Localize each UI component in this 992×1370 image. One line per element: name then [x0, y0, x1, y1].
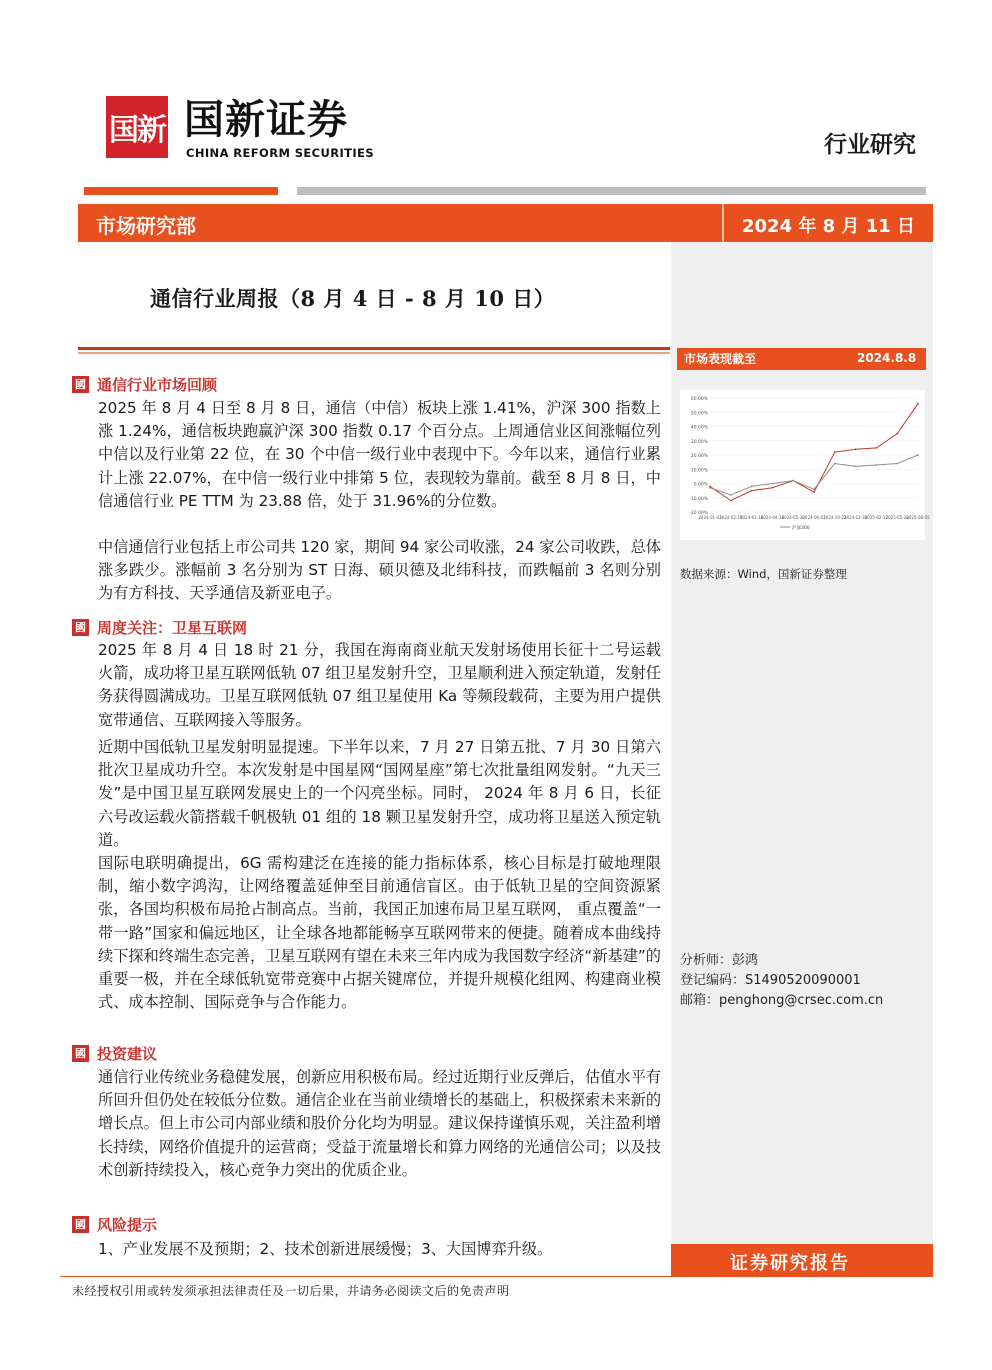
report-tag: 证券研究报告: [730, 1253, 850, 1274]
chart-svg: [680, 390, 930, 540]
chart-tick-label: -20.00%: [689, 511, 708, 516]
chart-point: [792, 480, 794, 482]
chart-tick-label: 0.00%: [693, 482, 708, 488]
report-title: 通信行业周报（8 月 4 日 - 8 月 10 日）: [150, 286, 556, 311]
logo-glyph: 国新: [109, 113, 165, 148]
analyst-email: 邮箱：penghong@crsec.com.cn: [680, 993, 884, 1008]
department-divider: [722, 204, 724, 242]
footer-rule: [60, 1276, 933, 1277]
chart-tick-label: 2024-03-18: [739, 515, 764, 520]
paragraph: 近期中国低轨卫星发射明显提速。下半年以来，7 月 27 日第五批、7 月 30 日第六批次卫星成功升空。本次发射是中国星网“国网星座”第七次批量组网发射。“九天三发”是中国卫星互联网发展史上的一个闪亮坐标。同时， 2024 年 8 月 6 日，长征六号改运载火箭搭载千帆极轨 01 组的 18 颗卫星发射升空，成功将卫星送入预定轨道。: [98, 738, 661, 849]
analyst-registration: 登记编码：S1490520090001: [680, 973, 861, 988]
chart-tick-label: 60.00%: [690, 397, 708, 402]
chart-legend-label: 沪深300: [792, 526, 810, 531]
chart-tick-label: 50.00%: [690, 411, 708, 417]
disclaimer: 未经授权引用或转发须承担法律责任及一切后果，并请务必阅读文后的免责声明: [72, 1284, 510, 1298]
chart-point: [813, 488, 815, 490]
paragraph: 2025 年 8 月 4 日 18 时 21 分，我国在海南商业航天发射场使用长征十二号运载火箭，成功将卫星互联网低轨 07 组卫星发射升空，卫星顺利进入预定轨道，发射任务获得圆满成功。卫星互联网低轨 07 组卫星使用 Ka 等频段载荷，主要为用户提供宽带通信、互联网接入等服务。: [98, 641, 661, 729]
chart-point: [730, 494, 732, 496]
chart-point: [896, 433, 898, 435]
analyst-name: 分析师：彭鸿: [680, 953, 759, 968]
chart-tick-label: 2024-02-19: [719, 515, 743, 520]
chart-point: [751, 490, 753, 492]
chart-tick-label: 2025-02-17: [864, 515, 889, 520]
chart-header-label: 市场表现截至: [684, 352, 757, 366]
paragraph: 中信通信行业包括上市公司共 120 家，期间 94 家公司收涨，24 家公司收跌，总体涨多跌少。涨幅前 3 名分别为 ST 日海、硕贝德及北纬科技，而跌幅前 3 名则分别为有方科技、天孚通信及新亚电子。: [98, 538, 661, 603]
section-header-risk: [72, 1214, 157, 1235]
paragraph: 通信行业传统业务稳健发展，创新应用积极布局。经过近期行业反弹后，估值水平有所回升但仍处在较低分位数。通信企业在当前业绩增长的基础上，积极探索未来新的增长点。但上市公司内部业绩和股价分化均为明显。建议保持谨慎乐观，关注盈利增长持续，网络价值提升的运营商；受益于流量增长和算力网络的光通信公司；以及技术创新持续投入，核心竞争力突出的优质企业。: [98, 1068, 661, 1179]
chart-point: [709, 487, 711, 489]
company-name-en: CHINA REFORM SECURITIES: [186, 146, 375, 160]
chart-tick-label: 2025-05-28: [885, 515, 909, 520]
chart-point: [917, 403, 919, 405]
chart-point: [834, 451, 836, 453]
chart-point: [917, 454, 919, 456]
section-header-market-review: [72, 374, 217, 395]
chart-point: [834, 463, 836, 465]
chart-tick-label: 2024-05-30: [781, 515, 805, 520]
chart-series-line: [710, 404, 918, 501]
chart-source: 数据来源：Wind，国新证券整理: [680, 567, 847, 581]
header-rule-right: [297, 187, 926, 195]
chart-tick-label: 10.00%: [690, 468, 708, 474]
section-title: 周度关注：卫星互联网: [97, 619, 248, 637]
chart-tick-label: 2025-08-05: [906, 515, 930, 520]
chart-point: [730, 500, 732, 502]
company-logo: [106, 96, 168, 158]
chart-tick-label: 20.00%: [690, 454, 708, 459]
section-icon: 國: [72, 1216, 89, 1233]
chart-point: [751, 485, 753, 487]
chart-point: [772, 487, 774, 489]
company-name-cn: 国新证券: [184, 97, 348, 143]
section-icon: 國: [72, 1045, 89, 1062]
chart-point: [855, 466, 857, 468]
section-icon: 國: [72, 376, 89, 393]
chart-tick-label: 2024-06-07: [802, 515, 826, 520]
title-rule: [78, 347, 670, 350]
section-header-weekly-focus: [72, 617, 247, 638]
department-name: 市场研究部: [96, 214, 196, 238]
chart-point: [813, 491, 815, 493]
chart-point: [772, 483, 774, 485]
section-icon: 國: [72, 619, 89, 636]
paragraph: 1、产业发展不及预期；2、技术创新进展缓慢；3、大国博弈升级。: [98, 1240, 553, 1258]
paragraph: 2025 年 8 月 4 日至 8 月 8 日，通信（中信）板块上涨 1.41%，沪深 300 指数上涨 1.24%，通信板块跑赢沪深 300 指数 0.17 个百分点。上周通信业区间涨幅位列中信以及行业第 22 位，在 30 个中信一级行业中表现中下。今年以来，通信行业累计上涨 22.07%，在中信一级行业中排第 5 位，表现较为靠前。截至 8 月 8 日，中信通信行业 PE TTM 为 23.88 倍，处于 31.96%的分位数。: [98, 399, 661, 510]
chart-point: [876, 464, 878, 466]
chart-header-date: 2024.8.8: [857, 351, 917, 365]
paragraph: 国际电联明确提出，6G 需构建泛在连接的能力指标体系，核心目标是打破地理限制，缩小数字鸿沟，让网络覆盖延伸至目前通信盲区。由于低轨卫星的空间资源紧张，各国均积极布局抢占制高点。当前，我国正加速布局卫星互联网， 重点覆盖“一带一路”国家和偏远地区，让全球各地都能畅享互联网带来的便捷。随着成本曲线持续下探和终端生态完善，卫星互联网有望在未来三年内成为我国数字经济“新基建”的重要一极，并在全球低轨宽带竞赛中占据关键席位，并提升规模化组网、构建商业模式、成本控制、国际竞争与合作能力。: [98, 854, 661, 1012]
chart-tick-label: 2024-04-16: [760, 515, 785, 520]
chart-tick-label: 30.00%: [690, 439, 708, 445]
section-header-investment-advice: [72, 1043, 157, 1064]
analyst-info: [680, 951, 883, 1011]
chart-tick-label: 40.00%: [690, 425, 708, 431]
document-type: 行业研究: [824, 131, 916, 158]
chart-point: [855, 448, 857, 450]
section-title: 通信行业市场回顾: [97, 376, 218, 394]
chart-point: [896, 463, 898, 465]
title-rule-light: [78, 352, 670, 354]
report-date: 2024 年 8 月 11 日: [742, 216, 916, 237]
chart-point: [876, 447, 878, 449]
section-title: 风险提示: [97, 1216, 158, 1234]
section-title: 投资建议: [97, 1045, 158, 1063]
chart-tick-label: 2024-01-03: [698, 515, 722, 520]
chart-tick-label: -10.00%: [689, 496, 708, 502]
chart-tick-label: 2024-12-30: [843, 515, 868, 520]
market-performance-chart: [680, 390, 930, 540]
chart-tick-label: 2024-10-23: [823, 515, 847, 520]
header-rule-accent: [84, 187, 278, 195]
